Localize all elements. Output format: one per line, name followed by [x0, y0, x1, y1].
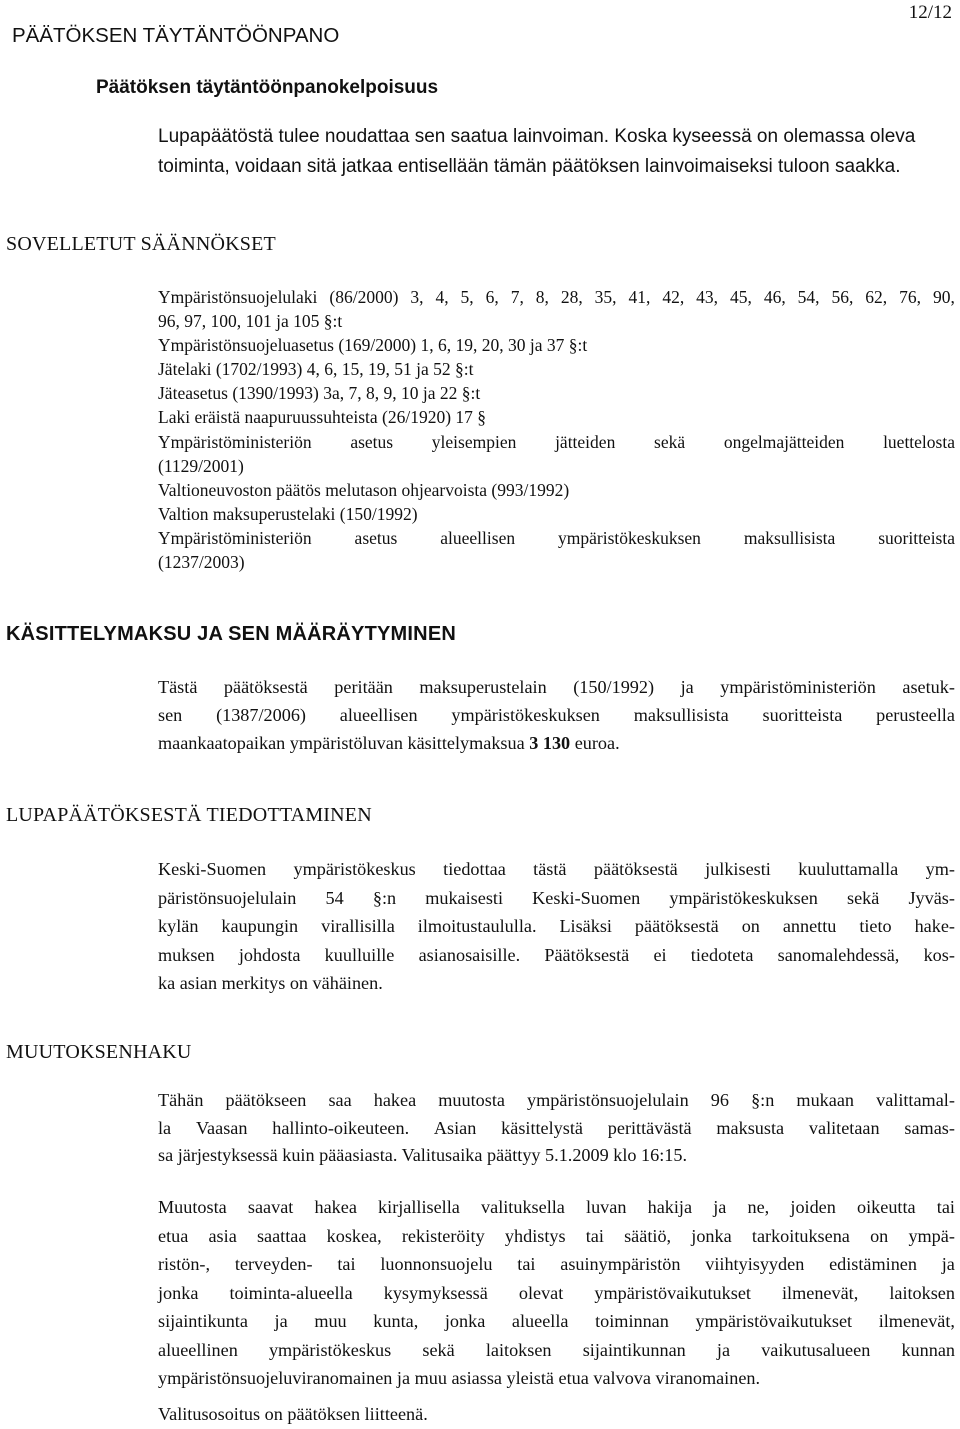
rule-line: (1237/2003)	[158, 552, 245, 573]
word: ongelmajätteiden	[723, 431, 845, 452]
word: rekisteröity	[401, 1225, 485, 1246]
word: päätöksestä	[634, 916, 719, 936]
word: mukaisesti	[425, 887, 504, 908]
appeal-line	[158, 1307, 955, 1336]
word: ja	[680, 677, 694, 697]
word: luettelosta	[883, 431, 955, 452]
fee-heading: KÄSITTELYMAKSU JA SEN MÄÄRÄYTYMINEN	[6, 623, 456, 645]
word: tai	[337, 1254, 356, 1274]
word: kos-	[923, 944, 955, 965]
word: Lisäksi	[559, 916, 612, 936]
word: ympäristövaikutukset	[695, 1311, 853, 1331]
word: ne,	[747, 1197, 770, 1217]
word: 3,	[410, 287, 424, 307]
notice-heading: LUPAPÄÄTÖKSESTÄ TIEDOTTAMINEN	[6, 804, 372, 826]
fee-unit: euroa.	[570, 733, 620, 753]
notice-line: ka asian merkitys on vähäinen.	[158, 973, 383, 993]
word: säätiö,	[624, 1225, 672, 1246]
word: kirjallisella	[378, 1197, 460, 1217]
word: tästä	[533, 859, 567, 879]
word: laitoksen	[889, 1282, 955, 1303]
word: on	[870, 1225, 889, 1246]
word: luvan	[586, 1197, 627, 1217]
word: muutosta	[438, 1090, 505, 1110]
word: ympäristökeskus	[268, 1339, 392, 1360]
page-number: 12/12	[908, 2, 952, 23]
applied-rules-heading: SOVELLETUT SÄÄNNÖKSET	[6, 233, 276, 255]
word: 8,	[535, 287, 549, 307]
word: tai	[517, 1254, 536, 1274]
rule-line	[158, 430, 955, 454]
word: ympäristöministeriön	[720, 677, 876, 697]
word: alueella	[511, 1311, 569, 1331]
word: sijaintikunta	[158, 1311, 248, 1331]
word: 35,	[594, 287, 617, 307]
word: Keski-Suomen	[158, 859, 267, 879]
page-title: PÄÄTÖKSEN TÄYTÄNTÖÖNPANO	[12, 24, 340, 47]
word: 42,	[662, 287, 685, 307]
word: peritään	[334, 677, 393, 697]
word: ilmoitustaululla.	[417, 916, 537, 936]
word: ja	[274, 1311, 288, 1331]
word: hallinto-oikeuteen.	[272, 1117, 410, 1138]
word: 7,	[510, 287, 524, 307]
appeal-paragraph-3	[158, 1400, 955, 1428]
word: jonka	[691, 1225, 732, 1246]
word: ympäristökeskuksen	[558, 527, 701, 548]
word: muksen	[158, 944, 215, 965]
word: kunnan	[901, 1339, 955, 1360]
word: Vaasan	[195, 1117, 248, 1138]
rule-line: (1129/2001)	[158, 455, 244, 476]
word: päätökseen	[225, 1090, 307, 1110]
word: päristönsuojelulain	[158, 887, 297, 908]
word: Jyväs-	[908, 887, 955, 908]
word: tiedottaa	[443, 859, 506, 879]
notice-line	[158, 912, 955, 941]
word: viihtyisyyden	[705, 1254, 805, 1274]
word: 6,	[485, 287, 499, 307]
word: luonnonsuojelu	[380, 1254, 493, 1274]
word: sekä	[654, 431, 686, 452]
word: kylän	[158, 916, 199, 936]
word: alueellisen	[339, 705, 418, 725]
word: §:n	[372, 887, 397, 908]
word: saavat	[247, 1197, 294, 1217]
appeal-line: ympäristönsuojeluviranomainen ja muu asiassa yleistä etua valvova viranomainen.	[158, 1368, 761, 1388]
fee-line	[158, 729, 955, 757]
word: toiminnan	[595, 1311, 669, 1331]
word: alueellinen	[158, 1339, 238, 1360]
word: ympäristökeskuksen	[669, 887, 818, 908]
word: kuulluille	[324, 944, 395, 965]
word: alueellisen	[440, 527, 516, 548]
word: hakea	[314, 1197, 357, 1217]
word: on	[741, 916, 760, 936]
section-subtitle: Päätöksen täytäntöönpanokelpoisuus	[96, 77, 439, 98]
word: ym-	[925, 859, 955, 879]
word: sijaintikunnan	[582, 1339, 686, 1360]
notice-line	[158, 941, 955, 970]
fee-line	[158, 673, 955, 701]
word: asuinympäristön	[560, 1254, 681, 1274]
word: ja	[941, 1254, 955, 1274]
word: käsittelystä	[501, 1117, 583, 1138]
word: Tähän	[158, 1090, 204, 1110]
word: hakea	[373, 1090, 417, 1110]
word: 90,	[932, 287, 955, 307]
word: asetus	[354, 527, 398, 548]
word: maksullisista	[743, 527, 836, 548]
word: tai	[585, 1225, 604, 1246]
word: ympäristönsuojelulain	[527, 1090, 689, 1110]
intro-line: toiminta, voidaan sitä jatkaa entisellään tämän päätöksen lainvoimaiseksi tuloon saakka.	[158, 156, 901, 177]
notice-line	[158, 884, 955, 913]
word: (150/1992)	[573, 677, 655, 697]
word: jonka	[444, 1311, 486, 1331]
rule-line	[158, 526, 955, 550]
word: mukaan	[796, 1090, 854, 1110]
word: perusteella	[876, 705, 955, 725]
appeal-paragraph-1	[158, 1087, 955, 1170]
word: suoritteista	[762, 705, 843, 725]
word: ympäristövaikutukset	[594, 1282, 751, 1303]
word: asetuk-	[902, 677, 955, 697]
word: julkisesti	[705, 859, 771, 879]
applied-rules-list	[158, 285, 955, 574]
word: 62,	[865, 287, 888, 307]
word: ympäristökeskuksen	[451, 705, 600, 725]
word: Ympäristöministeriön	[158, 431, 312, 452]
word: 76,	[899, 287, 921, 307]
word: valituksella	[481, 1197, 565, 1217]
fee-paragraph	[158, 673, 955, 757]
word: jätteiden	[555, 431, 616, 452]
word: edistäminen	[829, 1254, 917, 1274]
word: yleisempien	[431, 431, 517, 452]
word: maksuperustelain	[419, 677, 547, 697]
word: valittamal-	[876, 1090, 955, 1110]
appeal-line	[158, 1336, 955, 1365]
word: oikeutta	[857, 1197, 916, 1217]
word: asia	[208, 1225, 237, 1246]
word: 28,	[560, 287, 583, 307]
word: valitetaan	[808, 1117, 880, 1138]
appeal-line	[158, 1279, 955, 1308]
word: maksullisista	[633, 705, 729, 725]
word: (86/2000)	[329, 287, 399, 307]
appeal-line	[158, 1087, 955, 1115]
word: §:n	[751, 1090, 775, 1110]
word: tai	[936, 1197, 955, 1217]
word: ilmenevät,	[878, 1311, 955, 1331]
word: jonka	[158, 1282, 199, 1303]
word: ilmenevät,	[782, 1282, 859, 1303]
word: joiden	[790, 1197, 836, 1217]
word: Asian	[433, 1117, 477, 1138]
word: tiedoteta	[690, 944, 754, 965]
word: päätöksestä	[223, 677, 308, 697]
word: saa	[328, 1090, 352, 1110]
word: Ympäristönsuojelulaki	[158, 287, 318, 307]
fee-text: maankaatopaikan ympäristöluvan käsittelymaksua	[158, 733, 530, 753]
word: muu	[314, 1311, 347, 1331]
word: Päätöksestä	[544, 944, 630, 965]
word: asetus	[350, 431, 394, 452]
rule-line: Jäteasetus (1390/1993) 3a, 7, 8, 9, 10 ja 22 §:t	[158, 383, 481, 404]
word: laitoksen	[485, 1339, 552, 1360]
intro-paragraph	[158, 122, 915, 182]
word: tieto	[859, 916, 892, 936]
word: kaupungin	[221, 916, 299, 936]
appeal-line	[158, 1115, 955, 1143]
word: asianosaisille.	[418, 944, 521, 965]
word: ympäristökeskus	[293, 859, 416, 879]
word: Ympäristöministeriön	[158, 527, 312, 548]
rule-line	[158, 285, 955, 309]
word: 45,	[729, 287, 752, 307]
word: 96	[710, 1090, 729, 1110]
word: kuuluttamalla	[798, 859, 899, 879]
word: ja	[716, 1339, 731, 1360]
word: hake-	[914, 916, 955, 936]
word: 43,	[696, 287, 719, 307]
word: ei	[653, 944, 667, 965]
word: toiminta-alueella	[229, 1282, 353, 1303]
appeal-line	[158, 1193, 955, 1222]
word: yhdistys	[504, 1225, 566, 1246]
appeal-line: Valitusosoitus on päätöksen liitteenä.	[158, 1404, 428, 1424]
appeal-line	[158, 1250, 955, 1279]
word: la	[158, 1117, 172, 1138]
word: 54	[325, 887, 344, 908]
word: Keski-Suomen	[532, 887, 641, 908]
word: Muutosta	[158, 1197, 227, 1217]
word: tarkoituksena	[751, 1225, 850, 1246]
appeal-line: sa järjestyksessä kuin pääasiasta. Valitusaika päättyy 5.1.2009 klo 16:15.	[158, 1145, 688, 1165]
word: sen	[158, 705, 183, 725]
word: sekä	[847, 887, 880, 908]
word: ympä-	[908, 1225, 955, 1246]
word: ristön-,	[158, 1254, 211, 1274]
word: ja	[713, 1197, 727, 1217]
word: Tästä	[158, 677, 198, 697]
word: suoritteista	[878, 527, 955, 548]
rule-line: Jätelaki (1702/1993) 4, 6, 15, 19, 51 ja 52 §:t	[158, 359, 474, 380]
rule-line: Laki eräistä naapuruussuhteista (26/1920) 17 §	[158, 407, 487, 428]
word: perittävästä	[607, 1117, 692, 1138]
word: 46,	[763, 287, 786, 307]
word: saattaa	[256, 1225, 307, 1246]
word: samas-	[904, 1117, 955, 1138]
word: terveyden-	[234, 1254, 313, 1274]
word: hakija	[647, 1197, 693, 1217]
rule-line: 96, 97, 100, 101 ja 105 §:t	[158, 311, 343, 332]
word: (1387/2006)	[216, 705, 306, 725]
word: koskea,	[326, 1225, 382, 1246]
fee-line	[158, 701, 955, 729]
intro-line: Lupapäätöstä tulee noudattaa sen saatua lainvoiman. Koska kyseessä on olemassa oleva	[158, 126, 916, 147]
word: päätöksestä	[593, 859, 678, 879]
word: virallisilla	[321, 916, 395, 936]
word: sekä	[422, 1339, 455, 1360]
word: 54,	[797, 287, 820, 307]
word: sanomalehdessä,	[777, 944, 900, 965]
word: olevat	[518, 1282, 564, 1303]
notice-paragraph	[158, 855, 955, 998]
rule-line: Ympäristönsuojeluasetus (169/2000) 1, 6, 19, 20, 30 ja 37 §:t	[158, 335, 588, 356]
word: johdosta	[238, 944, 301, 965]
word: maksusta	[716, 1117, 785, 1138]
word: kysymyksessä	[383, 1282, 488, 1303]
appeal-paragraph-2	[158, 1193, 955, 1393]
word: 56,	[831, 287, 854, 307]
notice-line	[158, 855, 955, 884]
appeal-heading: MUUTOKSENHAKU	[6, 1041, 192, 1063]
word: 41,	[628, 287, 651, 307]
rule-line: Valtion maksuperustelaki (150/1992)	[158, 503, 418, 524]
word: 4,	[435, 287, 449, 307]
word: 5,	[460, 287, 474, 307]
fee-amount: 3 130	[529, 733, 571, 753]
word: annettu	[782, 916, 837, 936]
rule-line: Valtioneuvoston päätös melutason ohjearvoista (993/1992)	[158, 479, 570, 500]
word: vaikutusalueen	[761, 1339, 871, 1360]
word: kunta,	[373, 1311, 419, 1331]
appeal-line	[158, 1222, 955, 1251]
word: etua	[158, 1225, 189, 1246]
